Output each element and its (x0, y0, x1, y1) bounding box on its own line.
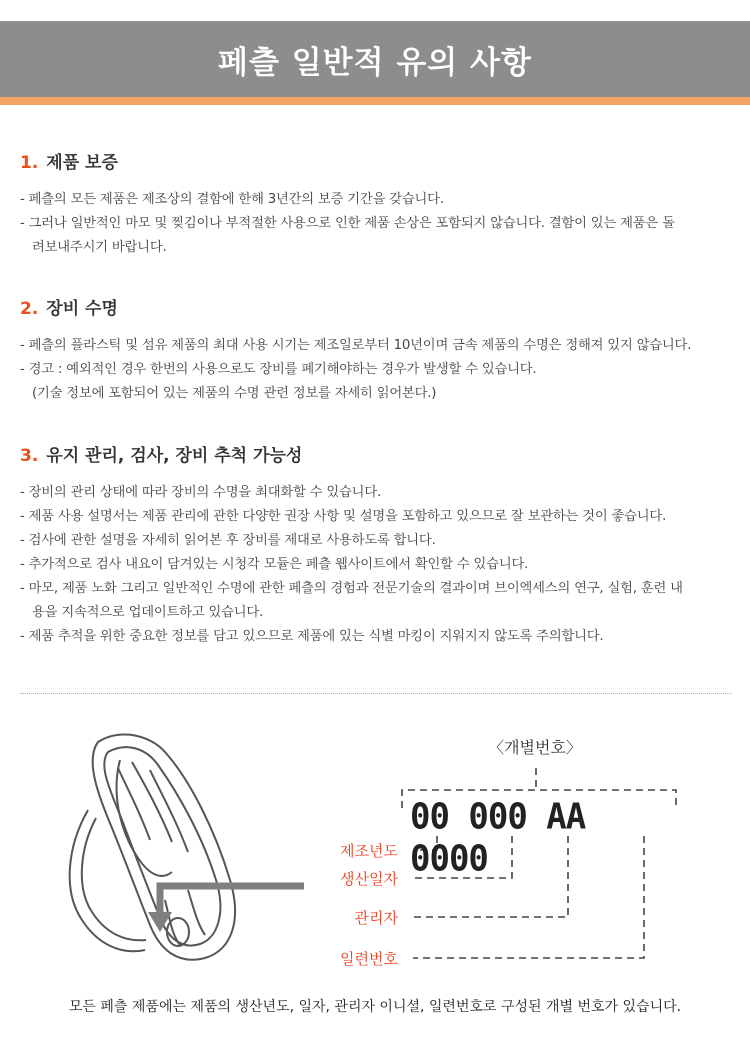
body-line: 려보내주시기 바랍니다. (32, 240, 167, 255)
body-line: (기술 정보에 포함되어 있는 제품의 수명 관련 정보를 자세히 읽어본다.) (32, 386, 437, 401)
marking-arrow (160, 886, 304, 920)
carabiner-illustration (70, 735, 235, 960)
body-line: 용을 지속적으로 업데이트하고 있습니다. (32, 605, 264, 620)
serial-code: 00 000 AA 0000 (410, 796, 586, 880)
section-heading: 장비 수명 (46, 299, 118, 319)
label-inspector: 관리자 (354, 909, 398, 927)
body-line: - 추가적으로 검사 내요이 담겨있는 시청각 모듈은 페츨 웹사이트에서 확인할 수 있습니다. (20, 557, 529, 572)
section-lifespan (20, 296, 732, 406)
page-title: 페츨 일반적 유의 사항 (218, 44, 532, 81)
section-title (20, 443, 732, 469)
label-year: 제조년도 (340, 842, 398, 860)
dotted-divider (20, 693, 732, 694)
page-header (0, 21, 750, 105)
body-line: - 경고 : 예외적인 경우 한번의 사용으로도 장비를 폐기해야하는 경우가 발생할 수 있습니다. (20, 362, 537, 377)
body-line: - 페츨의 플라스틱 및 섬유 제품의 최대 사용 시기는 제조일로부터 10년이며 금속 제품의 수명은 정해져 있지 않습니다. (20, 338, 692, 353)
section-maintenance (20, 443, 732, 649)
section-warranty (20, 150, 732, 260)
body-line: - 검사에 관한 설명을 자세히 읽어본 후 장비를 제대로 사용하도록 합니다. (20, 533, 436, 548)
body-line: - 장비의 관리 상태에 따라 장비의 수명을 최대화할 수 있습니다. (20, 485, 381, 500)
section-title (20, 296, 732, 322)
body-line: - 제품 추적을 위한 중요한 정보를 담고 있으므로 제품에 있는 식별 마킹이 지워지지 않도록 주의합니다. (20, 629, 604, 644)
footer-note: 모든 페츨 제품에는 제품의 생산년도, 일자, 관리자 이니셜, 일련번호로 구성된 개별 번호가 있습니다. (68, 999, 682, 1015)
section-number: 1. (20, 153, 39, 173)
section-number: 2. (20, 299, 39, 319)
section-heading: 유지 관리, 검사, 장비 추척 가능성 (46, 446, 303, 466)
section-heading: 제품 보증 (46, 153, 118, 173)
section-title (20, 150, 732, 176)
label-date: 생산일자 (340, 870, 398, 888)
section-number: 3. (20, 446, 39, 466)
body-line: - 제품 사용 설명서는 제품 관리에 관한 다양한 권장 사항 및 설명을 포함하고 있으므로 잘 보관하는 것이 좋습니다. (20, 509, 667, 524)
arrow-head-icon (148, 912, 172, 932)
label-serial-number: 일련번호 (340, 950, 398, 968)
body-line: - 페츨의 모든 제품은 제조상의 결함에 한해 3년간의 보증 기간을 갖습니다. (20, 192, 444, 207)
body-line: - 마모, 제품 노화 그리고 일반적인 수명에 관한 페츨의 경험과 전문기술의 결과이며 브이엑세스의 연구, 실험, 훈련 내 (20, 581, 683, 596)
body-line: - 그러나 일반적인 마모 및 찢김이나 부적절한 사용으로 인한 제품 손상은 포함되지 않습니다. 결함이 있는 제품은 돌 (20, 216, 675, 231)
serial-title: 〈개별번호〉 (488, 738, 582, 757)
